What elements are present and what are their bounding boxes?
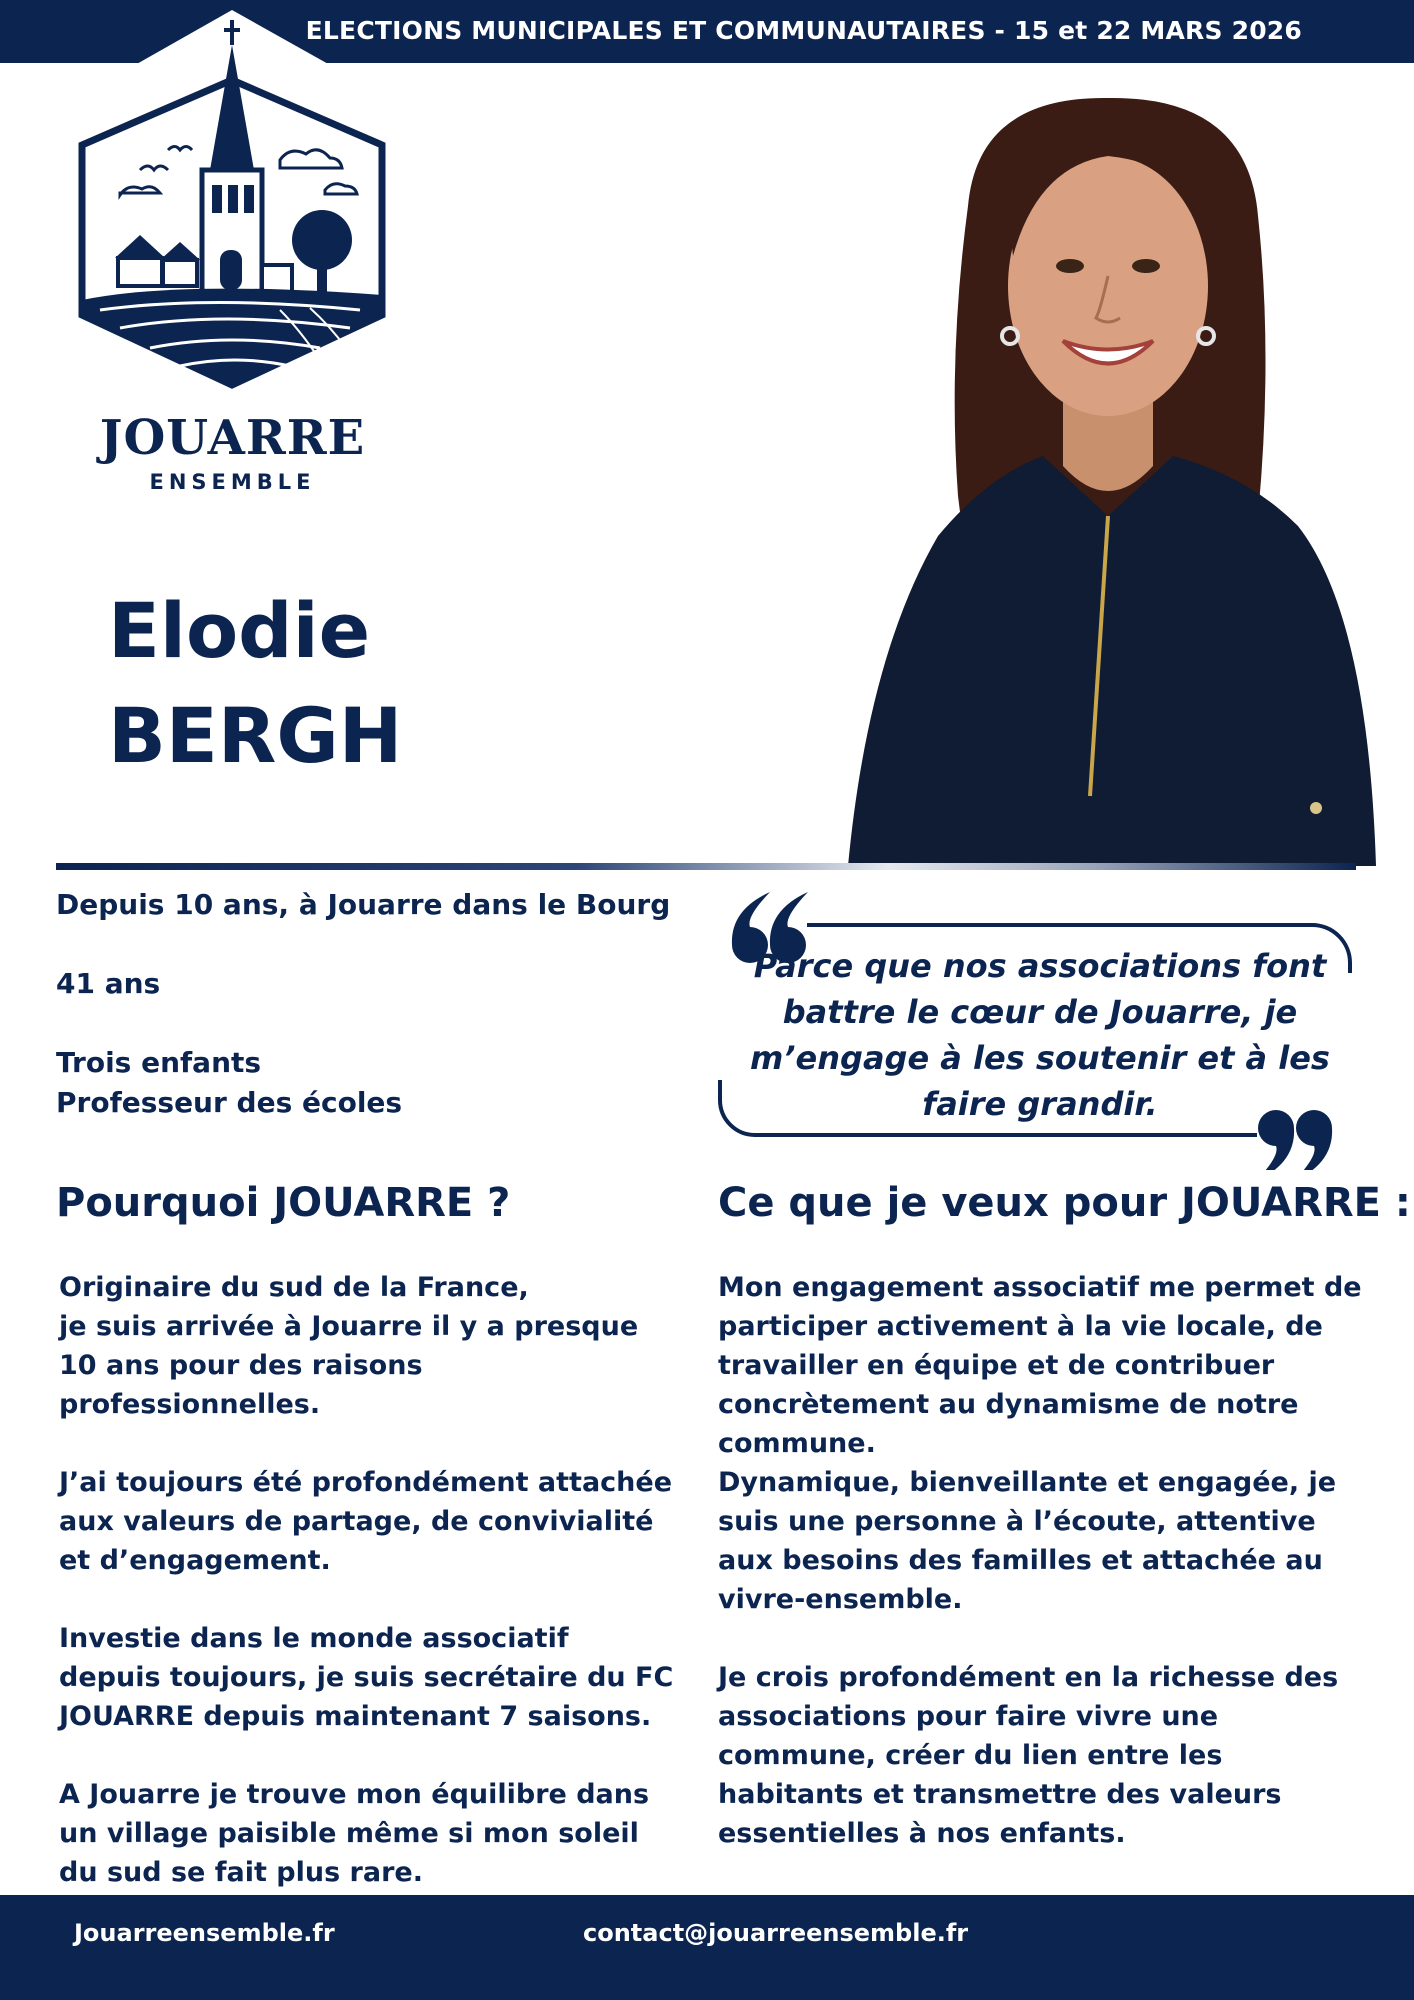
fact-profession: Professeur des écoles [56, 1086, 403, 1119]
footer [0, 1895, 1414, 2000]
fact-residence: Depuis 10 ans, à Jouarre dans le Bourg [56, 888, 671, 921]
want-body: Mon engagement associatif me permet de participer activement à la vie locale, de travailler en équipe et de contribuer concrètement au dynamisme de notre commune. Dynamique, bienveillante et engagée, je suis une personne à l’écoute, attentive aux besoins des familles et attachée au vivre-ensemble. Je crois profondément en la richesse des associations pour faire vivre une commune, créer du lien entre les habitants et transmettre des valeurs essentielles à nos enfants. [718, 1272, 1362, 1849]
logo-name: JOUARRE [99, 410, 366, 466]
why-body: Originaire du sud de la France, je suis arrivée à Jouarre il y a presque 10 ans pour des raisons professionnelles. J’ai toujours été profondément attachée aux valeurs de partage, de convivialité et d’engagement. Investie dans le monde associatif depuis toujours, je suis secrétaire du FC JOUARRE depuis maintenant 7 saisons. A Jouarre je trouve mon équilibre dans un village paisible même si mon soleil du sud se fait plus rare. [59, 1272, 674, 1888]
candidate-photo [828, 96, 1388, 868]
election-banner-text: ELECTIONS MUNICIPALES ET COMMUNAUTAIRES - 15 et 22 MARS 2026 [305, 16, 1302, 45]
quote-text: Parce que nos associations font battre le cœur de Jouarre, je m’engage à les soutenir et à les faire grandir. [750, 947, 1330, 1123]
why-heading: Pourquoi JOUARRE ? [56, 1180, 511, 1226]
email-link[interactable]: contact@jouarreensemble.fr [583, 1919, 969, 1947]
logo [60, 10, 400, 494]
logo-subtitle: ENSEMBLE [149, 470, 316, 494]
fact-children: Trois enfants [56, 1046, 262, 1079]
candidate-last-name: BERGH [108, 691, 403, 780]
website-link[interactable]: Jouarreensemble.fr [74, 1919, 335, 1947]
candidate-first-name: Elodie [108, 586, 371, 675]
fact-age: 41 ans [56, 967, 161, 1000]
want-heading: Ce que je veux pour JOUARRE : [718, 1180, 1411, 1226]
church-village-emblem-icon [60, 10, 405, 410]
section-divider [56, 863, 1356, 870]
